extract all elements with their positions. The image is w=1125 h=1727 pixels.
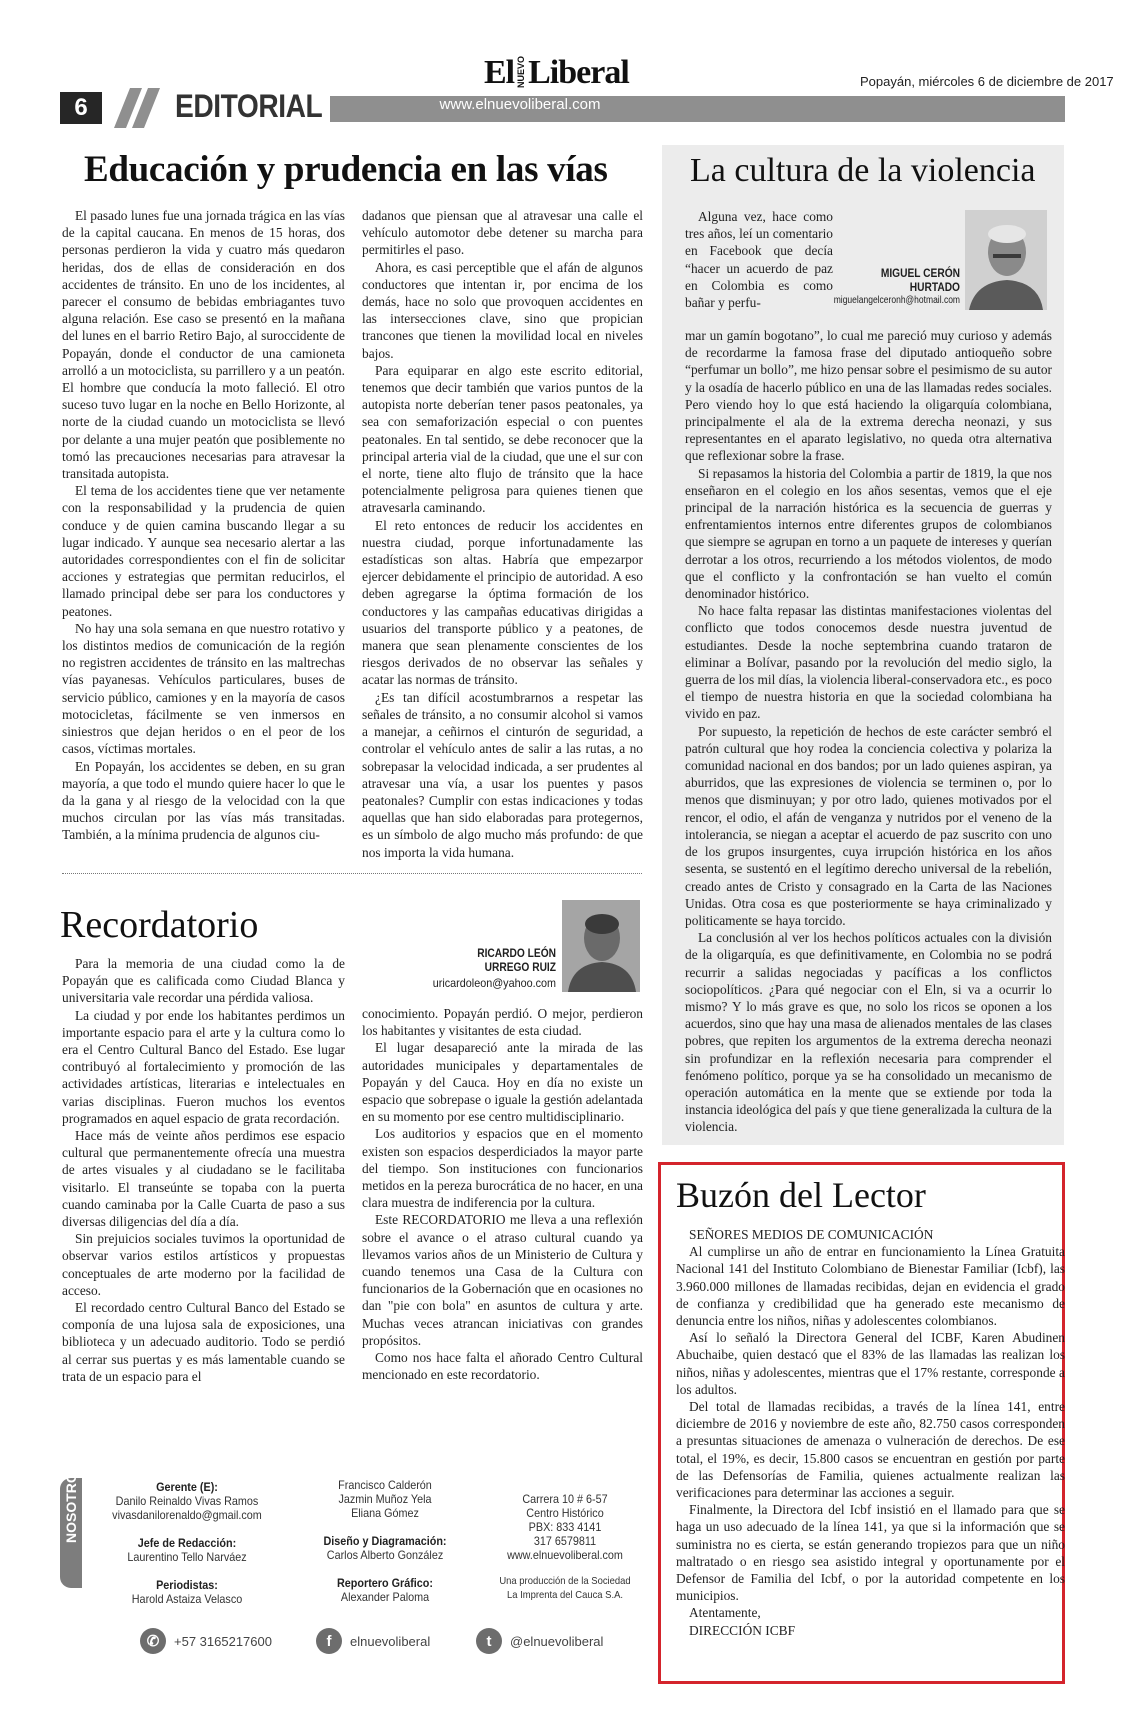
paragraph: conocimiento. Popayán perdió. O mejor, perdieron los habitantes y visitantes de esta ciudad. (362, 1006, 643, 1039)
staff-name: Alexander Paloma (340, 1590, 430, 1604)
paragraph: Si repasamos la historia del Colombia a partir de 1819, la que nos enseñaron en el colegio en los años sesentas, vemos que el eje principal de la narración histórica es la secuencia de guerras y enfrentamientos internos entre diferentes grupos de colombianos que siempre se agrupan en torno a un paquete de intereses y querían derrotar a los otros, recurriendo a los métodos violentos, de modo que el conflicto y la confrontación se han vuelto el común denominador histórico. (685, 465, 1052, 602)
staff-name: Francisco Calderón (338, 1478, 432, 1492)
staff-name: Danilo Reinaldo Vivas Ramos (115, 1494, 259, 1508)
paragraph: Ahora, es casi perceptible que el afán de algunos conductores que intentan ir, por encima de los demás, hace no solo que provoquen accidentes en las intersecciones clave, sino que propician trancones que tienen la movilidad local en niveles bajos. (362, 259, 643, 361)
paragraph: El lugar desapareció ante la mirada de las autoridades municipales y departamentales de Popayán y del Cauca. Hoy en día no existe un espacio que sobrepase o iguale la gestión adelantada en su momento por ese centro multidisciplinario. (362, 1040, 643, 1125)
staff-name: Eliana Gómez (351, 1506, 419, 1520)
author-line: HURTADO (909, 280, 960, 294)
site-url[interactable]: www.elnuevoliberal.com (439, 96, 601, 113)
staff-name: Harold Astaiza Velasco (131, 1592, 243, 1606)
paragraph: Para equiparar en algo este escrito editorial, tenemos que decir también que varios puntos de la autopista norte deberían tener pasos peatonales, ya sea con semaforización especial o con puentes peatonales. En tal sentido, se debe reconocer que la principal arteria vial de la ciudad, que une el sur con el norte, tiene alto flujo de tránsito que la hace potencialmente peligrosa para quienes tienen que atravesarla caminando. (362, 362, 643, 516)
paragraph: El tema de los accidentes tiene que ver netamente con la responsabilidad y la prudencia de quien conduce y de quien camina buscando llegar a su lugar indicado. Y aunque sea necesario alertar a las autoridades correspondientes con el fin de solicitar acciones y estrategias que permitan reducirlos, el llamado principal debe ser para los conductores y peatones. (62, 483, 345, 619)
staff-block-1 (102, 1480, 273, 1606)
paragraph: Por supuesto, la repetición de hechos de este carácter sembró el patrón cultural que hoy rodea la conciencia colectiva y polariza la comunidad nacional en dos bandos; por un lado quienes aspiran, ya aburridos, que las expresiones de violencia se terminen o, por lo menos que disminuyan; y por otro lado, quienes motivados por el rencor, el odio, el afán de venganza y nutridos por el veneno de la intolerancia, se niegan a aceptar el acuerdo de paz suscrito con uno de los grupos insurgentes, cuya irrupción histórica en los años sesenta, se sustentó en el legítimo derecho universal de la rebelión, creado antes de Cristo y consagrado en la Carta de las Naciones Unidas. Otra cosa es que posteriormente se haya criminalizado y politicamente se haya torcido. (685, 723, 1052, 928)
paragraph: Del total de llamadas recibidas, a través de la línea 141, entre diciembre de 2016 y noviembre de este año, 82.750 casos corresponden a presuntas situaciones de amenaza o vulneración de derechos. De ese total, el 19%, es decir, 15.800 casos se encuentran en gestión por parte de las Defensorías de Familia, quienes actualmente realizan las verificaciones para determinar las acciones a seguir. (676, 1399, 1065, 1501)
author-line: RICARDO LEÓN (477, 946, 556, 960)
paragraph: Sin prejuicios sociales tuvimos la oportunidad de observar varios estilos artísticos y propuestas conceptuales de arte moderno por la facilidad de acceso. (62, 1231, 345, 1298)
section-divider (62, 873, 642, 874)
contact-block (498, 1492, 633, 1602)
paragraph: La ciudad y por ende los habitantes perdimos un importante espacio para el arte y la cultura como lo era el Centro Cultural Banco del Estado. Ese lugar contribuyó al fortalecimiento y promoción de las actividades artísticas, literarias e intelectuales en varias disciplinas. Fueron muchos los eventos programados en aquel espacio de grata recordación. (62, 1007, 345, 1126)
nosotros-label: NOSOTROS (63, 1462, 79, 1543)
paragraph: Finalmente, la Directora del Icbf insistió en el llamado para que se haga un uso adecuado de la línea 141, ya que si la información que se suministra no es cierta, se están generando tropiezos para que un niño maltratado o en riesgo sea asistido integral y oportunamente por el Defensor de Familia del Icbf, o por la autoridad competente en los municipios. (676, 1502, 1065, 1604)
logo-liberal: Liberal (528, 54, 629, 91)
author-photo (965, 210, 1047, 310)
staff-name: Jazmin Muñoz Yela (338, 1492, 432, 1506)
logo-el: El (484, 54, 515, 91)
web-link[interactable]: www.elnuevoliberal.com (507, 1548, 623, 1562)
paragraph: dadanos que piensan que al atravesar una calle el vehículo automotor debe detener su marcha para permitirles el paso. (362, 208, 643, 258)
twitter-icon: t (476, 1628, 502, 1654)
paragraph: mar un gamín bogotano”, lo cual me pareció muy curioso y además de recordarme la famosa frase del diputado antioqueño sobre “perfumar un bollo”, me hizo pensar sobre el pesimismo de su autor y la osadía de hacerlo público en una de las llamadas redes sociales. Pero viendo hoy lo que está haciendo la oligarquía colombiana, principalmente el ala de la extrema derecha neonazi, y sus representantes en el aparato legislativo, no queda otra alternativa que reflexionar sobre la frase. (685, 328, 1052, 464)
editorial-column-1 (62, 207, 345, 844)
buzon-title: Buzón del Lector (676, 1175, 926, 1215)
editorial-title: Educación y prudencia en las vías (84, 149, 608, 190)
paragraph: Hace más de veinte años perdimos ese espacio cultural que permanentemente ofrecía una muestra de artes visuales y al ciudadano se le facilitaba visitarlo. El transeúnte se topaba con la puerta cuando caminaba por la Calle Cuarta de paso a sus diversas diligencias del día a día. (62, 1128, 345, 1230)
paragraph: Como nos hace falta el añorado Centro Cultural mencionado en este recordatorio. (362, 1350, 643, 1383)
paragraph: En Popayán, los accidentes se deben, en su gran mayoría, a que todo el mundo quiere hacer lo que le da la gana y al riesgo de la velocidad con la que muchos circulan por las vías más transitadas. También, a la mínima prudencia de algunos ciu- (62, 758, 345, 843)
staff-name: Carlos Alberto González (326, 1548, 444, 1562)
salutation: SEÑORES MEDIOS DE COMUNICACIÓN (689, 1227, 934, 1242)
pbx: PBX: 833 4141 (528, 1520, 602, 1534)
paragraph: Así lo señaló la Directora General del ICBF, Karen Abudinen Abuchaibe, quien destacó que el 83% de las llamadas las realizan los niños, niñas y adolescentes, mientras que el 17% restante, corresponde a los adultos. (676, 1330, 1065, 1397)
recordatorio-column-1 (62, 955, 345, 1385)
paragraph: El reto entonces de reducir los accidentes en nuestra ciudad, porque infortunadamente las estadísticas son altas. Habría que empezarpor ejercer debidamente el principio de autoridad. A eso deben agregarse la óptima formación de los conductores y las campañas educativas dirigidas a usuarios del transporte público y a peatones, de manera que sean plenamente conscientes de los riesgos derivados de no observar las señales y acatar las normas de tránsito. (362, 517, 643, 688)
buzon-body (676, 1226, 1065, 1639)
section-slashes-decoration (112, 88, 162, 128)
staff-role: Gerente (E): (156, 1480, 218, 1494)
staff-role: Jefe de Redacción: (137, 1536, 237, 1550)
social-links (140, 1628, 640, 1658)
recordatorio-title: Recordatorio (60, 904, 259, 946)
cultura-author (868, 266, 960, 294)
whatsapp-link[interactable] (140, 1628, 272, 1654)
page-number: 6 (60, 92, 102, 124)
paragraph: La conclusión al ver los hechos políticos actuales con la división de la oligarquía, es que definitivamente, en Colombia no se podrá recurrir a salidas negociadas y pacíficas a los conflictos sociopolíticos. ¿Para qué negociar con el Eln, si va a ocurrir lo mismo? Y lo más grave es que, no solo los ricos se oponen a los acuerdos, sino que hay una masa de alienados mentales de las clases pobres, que repiten los argumentos de la extrema derecha neonazi sin profundizar en la reflexión necesaria para comprender el fenómeno político, porque ya se ha consolidado un mecanismo de operación automática en la mente que se extiende por toda la instancia ideológica del país y que tiene generalizada la cultura de la violencia. (685, 930, 1052, 1135)
facebook-handle: elnuevoliberal (350, 1633, 431, 1649)
twitter-handle: @elnuevoliberal (510, 1633, 604, 1649)
paragraph: Este RECORDATORIO me lleva a una reflexión sobre el avance o el atraso cultural cuando ya llevamos varios años de un Ministerio de Cultura y cuando tenemos una Casa de la Cultura con funcionarios de la Gobernación que en ocasiones no dan "pie con bola" en asuntos de cultura y arte. Muchas veces atrancan iniciativas con grandes propósitos. (362, 1212, 643, 1348)
paragraph: No hay una sola semana en que nuestro rotativo y los distintos medios de comunicación de la región no registren accidentes de tránsito en las maltrechas vías payanesas. Vehículos particulares, buses de servicio público, camiones y en la mayoría de casos motocicletas, fácilmente se ven inmersos en siniestros que dejan heridos o en el peor de los casos, víctimas mortales. (62, 620, 345, 757)
paragraph: Alguna vez, hace como tres años, leí un comentario en Facebook que decía “hacer un acuerdo de paz en Colombia es como bañar y perfu- (685, 209, 833, 311)
editorial-column-2 (362, 207, 643, 861)
twitter-link[interactable] (476, 1628, 603, 1654)
author-line: MIGUEL CERÓN (880, 266, 960, 280)
phone: 317 6579811 (533, 1534, 597, 1548)
paragraph: No hace falta repasar las distintas manifestaciones violentas del conflicto que todos conocemos desde nuestra juventud de estudiantes. Desde la noche septembrina cuando trataron de eliminar a Bolívar, pasando por la revolución del medio siglo, la guerra de los mil días, la violencia liberal-conservadora etc., es poco el tiempo de nuestra historia en que la sociedad colombiana ha vivido en paz. (685, 603, 1052, 722)
author-line: URREGO RUIZ (484, 960, 556, 974)
staff-block-2 (309, 1478, 462, 1604)
closing: Atentamente, (689, 1605, 761, 1621)
cultura-title: La cultura de la violencia (690, 152, 1036, 189)
dateline: Popayán, miércoles 6 de diciembre de 2017 (860, 74, 1114, 89)
nosotros-tab (60, 1462, 82, 1588)
whatsapp-icon: ✆ (140, 1628, 166, 1654)
staff-role: Periodistas: (156, 1578, 218, 1592)
paragraph: Para la memoria de una ciudad como la de Popayán que es calificada como Ciudad Blanca y universitaria vale recordar una pérdida valiosa. (62, 956, 345, 1006)
recordatorio-column-2 (362, 1005, 643, 1383)
facebook-link[interactable] (316, 1628, 430, 1654)
recordatorio-email[interactable]: uricardoleon@yahoo.com (432, 976, 556, 990)
recordatorio-author (440, 946, 556, 974)
paragraph: El recordado centro Cultural Banco del Estado se componía de una lujosa sala de exposiciones, una biblioteca y un adecuado auditorio. Todo se perdió al cerrar sus puertas y es más lamentable cuando se trata de un espacio para el (62, 1300, 345, 1384)
cultura-body (685, 327, 1052, 1136)
cultura-email[interactable]: miguelangelceronh@hotmail.com (833, 295, 960, 306)
staff-email[interactable]: vivasdanilorenaldo@gmail.com (112, 1508, 262, 1522)
portrait-icon (965, 210, 1047, 310)
facebook-icon: f (316, 1628, 342, 1654)
production-credit: Una producción de la Sociedad (499, 1575, 631, 1587)
staff-name: Laurentino Tello Narváez (127, 1550, 247, 1564)
staff-role: Reportero Gráfico: (336, 1576, 434, 1590)
staff-role: Diseño y Diagramación: (323, 1534, 447, 1548)
cultura-intro (685, 208, 833, 311)
signature: DIRECCIÓN ICBF (689, 1622, 796, 1638)
section-title: EDITORIAL (175, 88, 323, 124)
paragraph: ¿Es tan difícil acostumbrarnos a respetar las señales de tránsito, a no consumir alcohol si vamos a manejar, a ceñirnos el cinturón de seguridad, a controlar el vehículo antes de salir a las rutas, a no sobrepasar la velocidad indicada, a ser prudentes al atravesar una vía, a usar los puentes y pasos peatonales? Cumplir con estas indicaciones y todas aquellas que han sido elaboradas para protegernos, es un símbolo de algo mucho más profundo: de que nos importa la vida humana. (362, 689, 643, 860)
paragraph: El pasado lunes fue una jornada trágica en las vías de la capital caucana. En menos de 15 horas, dos personas perdieron la vida y cuatro más quedaron heridas, dos de ellas de consideración en dos accidentes de tránsito. En uno de los incidentes, al parecer el consumo de bebidas embriagantes tuvo alguna relación. Ese caso se presentó en la mañana del lunes en el barrio Retiro Bajo, al suroccidente de Popayán, donde el conductor de una camioneta arrolló a un motociclista, su parrillero y a un peatón. El hombre que conducía la moto falleció. El otro suceso tuvo lugar en la noche en Bello Horizonte, al norte de la ciudad cuando un motociclista se llevó por delante a una mujer peatón que posiblemente no tomó las precauciones necesarias para atravesar la transitada autopista. (62, 208, 345, 482)
address: Centro Histórico (526, 1506, 604, 1520)
author-photo (562, 900, 640, 992)
portrait-icon (562, 900, 640, 992)
production-credit: La Imprenta del Cauca S.A. (506, 1589, 624, 1601)
paragraph: Al cumplirse un año de entrar en funcionamiento la Línea Gratuita Nacional 141 del Instituto Colombiano de Bienestar Familiar (Icbf), las 3.960.000 millones de llamadas recibidas, dejan en evidencia el grado de confianza y credibilidad que ha generado este mecanismo de denuncia entre los niños, niñas y adolescentes colombianos. (676, 1244, 1065, 1329)
logo-nuevo: NUEVO (516, 55, 527, 88)
paragraph: Los auditorios y espacios que en el momento existen son espacios desperdiciados la mayor parte del tiempo. Son instituciones con funcionarios metidos en la pereza burocrática de no hacer, en una clara muestra de indiferencia por la cultura. (362, 1126, 643, 1211)
newspaper-logo (484, 54, 629, 92)
address: Carrera 10 # 6-57 (522, 1492, 608, 1506)
whatsapp-number: +57 3165217600 (174, 1633, 272, 1649)
